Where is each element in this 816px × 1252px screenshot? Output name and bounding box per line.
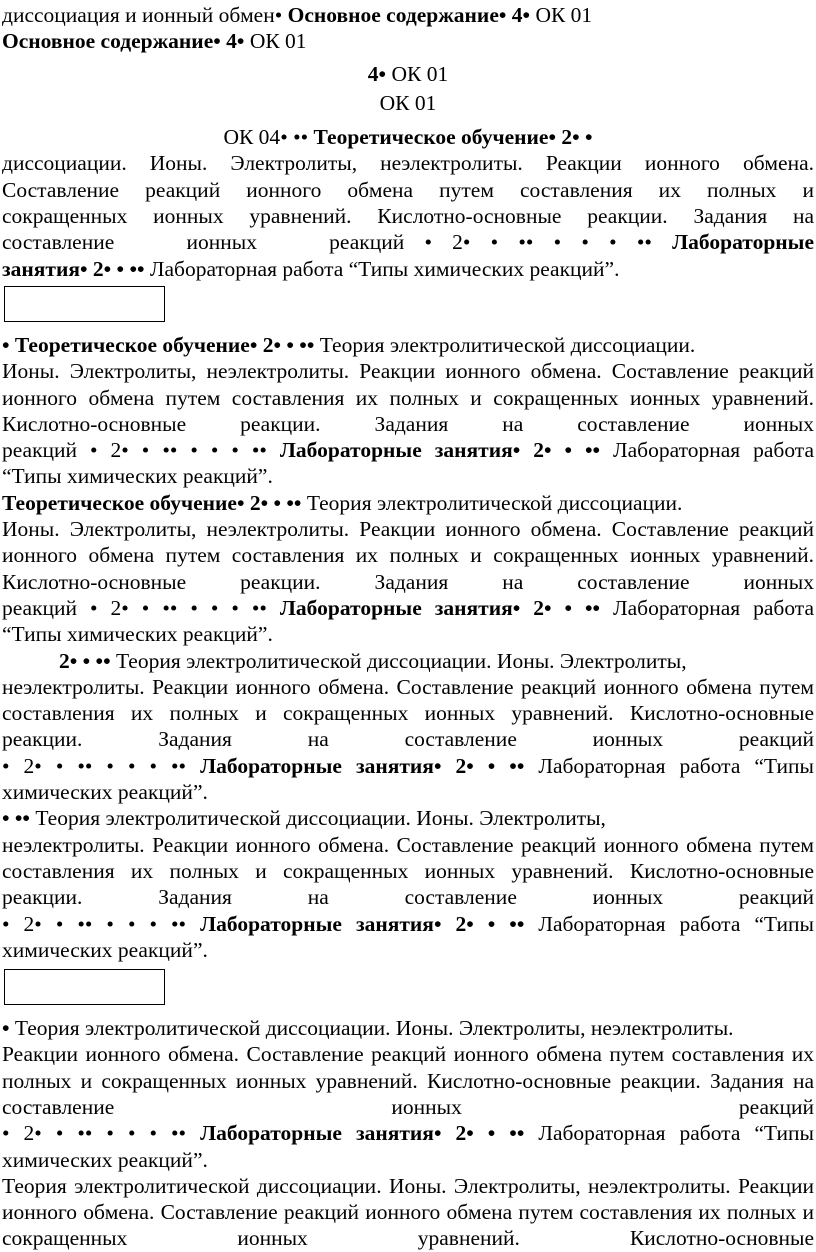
block-5: • •• Теория электролитической диссоциации. Ионы. Электролиты, неэлектролиты. Реакции ионного обмена. Составление реакций ионного обмена путем составления их полных и сокращенных ионных уравнений. Кислотно-основные реакции. Задания на составление ионных реакций • 2• • •• • • • •• Лабораторные занятия• 2• • •• Лабораторная работа “Типы химических реакций”.	[2, 806, 814, 962]
block-7: Теория электролитической диссоциации. Ионы. Электролиты, неэлектролиты. Реакции ионного обмена. Составление реакций ионного обмена путем составления их полных и сокращенных ионных уравнений. Кислотно-основные	[2, 1173, 814, 1251]
header-line-3: 4• ОК 01	[367, 61, 449, 86]
block-6: • Теория электролитической диссоциации. Ионы. Электролиты, неэлектролиты. Реакции ионного обмена. Составление реакций ионного обмена путем составления их полных и сокращенных ионных уравнений. Кислотно-основные реакции. Задания на составление ионных реакций • 2• • •• • • • •• Лабораторные занятия• 2• • •• Лабораторная работа “Типы химических реакций”.	[2, 1016, 814, 1172]
block-4: 2• • •• Теория электролитической диссоциации. Ионы. Электролиты, неэлектролиты. Реакции ионного обмена. Составление реакций ионного обмена путем составления их полных и сокращенных ионных уравнений. Кислотно-основные реакции. Задания на составление ионных реакций • 2• • •• • • • •• Лабораторные занятия• 2• • •• Лабораторная работа “Типы химических реакций”.	[2, 648, 814, 805]
block-3: Теоретическое обучение• 2• • •• Теория электролитической диссоциации. Ионы. Электролиты, неэлектролиты. Реакции ионного обмена. Составление реакций ионного обмена путем составления их полных и сокращенных ионных уравнений. Кислотно-основные реакции. Задания на составление ионных реакций • 2• • •• • • • •• Лабораторные занятия• 2• • •• Лабораторная работа “Типы химических реакций”.	[2, 490, 815, 647]
header-line-4: ОК 01	[379, 90, 437, 115]
empty-box-2	[4, 969, 165, 1005]
block-2: • Теоретическое обучение• 2• • •• Теория электролитической диссоциации. Ионы. Электролиты, неэлектролиты. Реакции ионного обмена. Составление реакций ионного обмена путем составления их полных и сокращенных ионных уравнений. Кислотно-основные реакции. Задания на составление ионных реакций • 2• • •• • • • •• Лабораторные занятия• 2• • •• Лабораторная работа “Типы химических реакций”.	[2, 332, 815, 489]
document-page	[0, 2, 816, 1252]
header-line-1: диссоциация и ионный обмен• Основное содержание• 4• ОК 01	[2, 3, 593, 27]
block-1: диссоциации. Ионы. Электролиты, неэлектролиты. Реакции ионного обмена. Составление реакций ионного обмена путем составления их полных и сокращенных ионных уравнений. Кислотно-основные реакции. Задания на составление ионных реакций • 2• • •• • • • •• Лабораторные занятия• 2• • •• Лабораторная работа “Типы химических реакций”.	[2, 151, 814, 281]
header-line-2: Основное содержание• 4• ОК 01	[2, 29, 307, 54]
ok04-line: ОК 04• •• Теоретическое обучение• 2• •	[223, 125, 593, 150]
empty-box-1	[4, 286, 165, 322]
